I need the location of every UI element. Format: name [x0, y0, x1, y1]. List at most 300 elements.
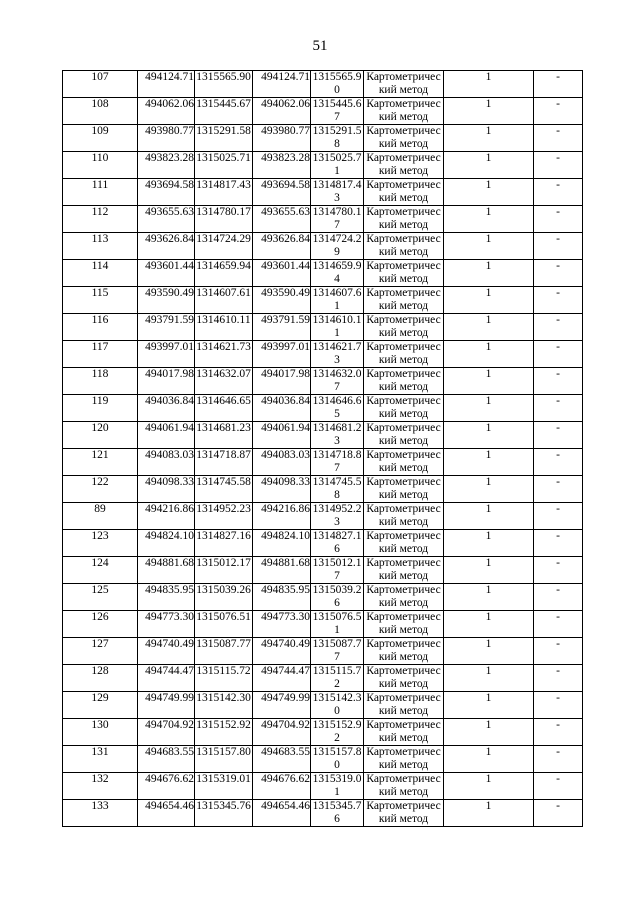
accuracy-cell — [444, 206, 534, 233]
method-cell — [364, 71, 444, 98]
table-row — [63, 530, 583, 557]
x-coordinate-cell-text: 494098.33 — [145, 476, 194, 488]
point-number-cell — [63, 314, 138, 341]
table-row — [63, 800, 583, 827]
x-coordinate-repeat-cell — [253, 368, 311, 395]
table-row — [63, 233, 583, 260]
description-cell — [534, 71, 583, 98]
y-coordinate-cell-text: 1315157.80 — [196, 746, 251, 758]
y-coordinate-repeat-cell — [311, 314, 364, 341]
point-number-cell — [63, 611, 138, 638]
method-cell — [364, 611, 444, 638]
x-coordinate-repeat-cell — [253, 476, 311, 503]
point-number-cell — [63, 125, 138, 152]
y-coordinate-cell — [195, 260, 253, 287]
x-coordinate-cell-text: 493655.63 — [145, 206, 194, 218]
method-cell-text: Картометрический метод — [366, 368, 441, 393]
x-coordinate-cell — [138, 665, 195, 692]
y-coordinate-repeat-cell — [311, 530, 364, 557]
y-coordinate-cell-text: 1314827.16 — [196, 530, 251, 542]
accuracy-cell — [444, 260, 534, 287]
x-coordinate-cell-text: 494773.30 — [145, 611, 194, 623]
y-coordinate-cell-text: 1315152.92 — [196, 719, 251, 731]
x-coordinate-repeat-cell-text: 494749.99 — [261, 692, 310, 704]
point-number-cell-text: 124 — [91, 557, 109, 569]
description-cell — [534, 638, 583, 665]
x-coordinate-repeat-cell-text: 493823.28 — [261, 152, 310, 164]
method-cell-text: Картометрический метод — [366, 314, 441, 339]
accuracy-cell — [444, 98, 534, 125]
method-cell — [364, 341, 444, 368]
method-cell-text: Картометрический метод — [366, 719, 441, 744]
point-number-cell — [63, 557, 138, 584]
coordinates-table — [62, 70, 583, 827]
point-number-cell-text: 107 — [91, 71, 109, 83]
x-coordinate-repeat-cell-text: 493601.44 — [261, 260, 310, 272]
description-cell-text: - — [556, 665, 560, 677]
description-cell-text: - — [556, 530, 560, 542]
method-cell-text: Картометрический метод — [366, 71, 441, 96]
accuracy-cell-text: 1 — [485, 233, 492, 245]
accuracy-cell-text: 1 — [485, 152, 492, 164]
description-cell-text: - — [556, 638, 560, 650]
point-number-cell — [63, 746, 138, 773]
description-cell — [534, 152, 583, 179]
point-number-cell-text: 131 — [91, 746, 109, 758]
x-coordinate-cell — [138, 530, 195, 557]
accuracy-cell — [444, 692, 534, 719]
y-coordinate-cell-text: 1315076.51 — [196, 611, 251, 623]
accuracy-cell-text: 1 — [485, 179, 492, 191]
accuracy-cell-text: 1 — [485, 368, 492, 380]
y-coordinate-repeat-cell-text: 1315076.51 — [312, 611, 362, 636]
y-coordinate-repeat-cell — [311, 395, 364, 422]
accuracy-cell-text: 1 — [485, 422, 492, 434]
point-number-cell-text: 115 — [91, 287, 109, 299]
x-coordinate-cell-text: 494749.99 — [145, 692, 194, 704]
x-coordinate-repeat-cell — [253, 530, 311, 557]
accuracy-cell — [444, 422, 534, 449]
x-coordinate-cell-text: 494036.84 — [145, 395, 194, 407]
accuracy-cell — [444, 503, 534, 530]
point-number-cell — [63, 98, 138, 125]
y-coordinate-repeat-cell — [311, 287, 364, 314]
y-coordinate-repeat-cell — [311, 152, 364, 179]
method-cell-text: Картометрический метод — [366, 476, 441, 501]
y-coordinate-cell-text: 1314817.43 — [196, 179, 251, 191]
description-cell — [534, 368, 583, 395]
x-coordinate-repeat-cell — [253, 233, 311, 260]
method-cell-text: Картометрический метод — [366, 800, 441, 825]
accuracy-cell — [444, 476, 534, 503]
y-coordinate-repeat-cell-text: 1315039.26 — [312, 584, 362, 609]
y-coordinate-repeat-cell-text: 1314817.43 — [312, 179, 362, 204]
y-coordinate-cell — [195, 503, 253, 530]
description-cell — [534, 692, 583, 719]
x-coordinate-cell — [138, 341, 195, 368]
method-cell-text: Картометрический метод — [366, 557, 441, 582]
y-coordinate-cell — [195, 206, 253, 233]
method-cell — [364, 746, 444, 773]
accuracy-cell — [444, 773, 534, 800]
description-cell-text: - — [556, 611, 560, 623]
y-coordinate-repeat-cell — [311, 368, 364, 395]
table-row — [63, 719, 583, 746]
x-coordinate-repeat-cell — [253, 449, 311, 476]
method-cell-text: Картометрический метод — [366, 206, 441, 231]
x-coordinate-repeat-cell — [253, 503, 311, 530]
x-coordinate-repeat-cell-text: 493694.58 — [261, 179, 310, 191]
y-coordinate-cell-text: 1315319.01 — [196, 773, 251, 785]
y-coordinate-repeat-cell-text: 1315565.90 — [312, 71, 362, 96]
point-number-cell — [63, 395, 138, 422]
method-cell — [364, 395, 444, 422]
accuracy-cell — [444, 395, 534, 422]
y-coordinate-cell — [195, 98, 253, 125]
x-coordinate-repeat-cell-text: 494017.98 — [261, 368, 310, 380]
y-coordinate-repeat-cell-text: 1314646.65 — [312, 395, 362, 420]
x-coordinate-repeat-cell — [253, 719, 311, 746]
table-row — [63, 746, 583, 773]
x-coordinate-repeat-cell — [253, 422, 311, 449]
method-cell — [364, 584, 444, 611]
point-number-cell-text: 120 — [91, 422, 109, 434]
x-coordinate-cell-text: 494061.94 — [145, 422, 194, 434]
accuracy-cell-text: 1 — [485, 71, 492, 83]
description-cell — [534, 179, 583, 206]
description-cell — [534, 314, 583, 341]
x-coordinate-cell-text: 493823.28 — [145, 152, 194, 164]
y-coordinate-repeat-cell-text: 1315152.92 — [312, 719, 362, 744]
y-coordinate-repeat-cell — [311, 71, 364, 98]
x-coordinate-cell — [138, 638, 195, 665]
point-number-cell-text: 117 — [91, 341, 109, 353]
x-coordinate-cell-text: 494654.46 — [145, 800, 194, 812]
description-cell-text: - — [556, 152, 560, 164]
x-coordinate-cell — [138, 449, 195, 476]
y-coordinate-cell-text: 1315039.26 — [196, 584, 251, 596]
y-coordinate-repeat-cell-text: 1315025.71 — [312, 152, 362, 177]
x-coordinate-cell — [138, 746, 195, 773]
accuracy-cell — [444, 179, 534, 206]
point-number-cell-text: 129 — [91, 692, 109, 704]
y-coordinate-cell — [195, 773, 253, 800]
y-coordinate-repeat-cell — [311, 98, 364, 125]
table-row — [63, 422, 583, 449]
method-cell — [364, 449, 444, 476]
description-cell-text: - — [556, 98, 560, 110]
method-cell-text: Картометрический метод — [366, 611, 441, 636]
method-cell-text: Картометрический метод — [366, 260, 441, 285]
description-cell-text: - — [556, 800, 560, 812]
y-coordinate-repeat-cell-text: 1315319.01 — [312, 773, 362, 798]
accuracy-cell-text: 1 — [485, 692, 492, 704]
point-number-cell-text: 126 — [91, 611, 109, 623]
description-cell-text: - — [556, 449, 560, 461]
description-cell-text: - — [556, 179, 560, 191]
x-coordinate-cell-text: 493626.84 — [145, 233, 194, 245]
x-coordinate-repeat-cell — [253, 98, 311, 125]
x-coordinate-cell-text: 494683.55 — [145, 746, 194, 758]
method-cell-text: Картометрический метод — [366, 530, 441, 555]
x-coordinate-cell-text: 494835.95 — [145, 584, 194, 596]
y-coordinate-repeat-cell-text: 1314632.07 — [312, 368, 362, 393]
method-cell-text: Картометрический метод — [366, 125, 441, 150]
x-coordinate-repeat-cell — [253, 206, 311, 233]
point-number-cell-text: 116 — [91, 314, 109, 326]
y-coordinate-cell-text: 1314632.07 — [196, 368, 251, 380]
x-coordinate-repeat-cell — [253, 665, 311, 692]
description-cell-text: - — [556, 206, 560, 218]
accuracy-cell-text: 1 — [485, 476, 492, 488]
method-cell-text: Картометрический метод — [366, 422, 441, 447]
point-number-cell-text: 125 — [91, 584, 109, 596]
x-coordinate-repeat-cell — [253, 341, 311, 368]
page-number: 51 — [312, 38, 328, 54]
x-coordinate-cell — [138, 611, 195, 638]
y-coordinate-cell — [195, 665, 253, 692]
x-coordinate-repeat-cell-text: 494824.10 — [261, 530, 310, 542]
y-coordinate-repeat-cell-text: 1314607.61 — [312, 287, 362, 312]
x-coordinate-repeat-cell-text: 494216.86 — [261, 503, 310, 515]
y-coordinate-repeat-cell — [311, 746, 364, 773]
table-row — [63, 449, 583, 476]
y-coordinate-repeat-cell — [311, 773, 364, 800]
y-coordinate-cell-text: 1315115.72 — [196, 665, 251, 677]
x-coordinate-repeat-cell-text: 494036.84 — [261, 395, 310, 407]
x-coordinate-cell — [138, 584, 195, 611]
y-coordinate-cell-text: 1314724.29 — [196, 233, 251, 245]
description-cell-text: - — [556, 692, 560, 704]
y-coordinate-cell — [195, 422, 253, 449]
y-coordinate-repeat-cell — [311, 449, 364, 476]
description-cell-text: - — [556, 260, 560, 272]
description-cell — [534, 665, 583, 692]
x-coordinate-cell-text: 494062.06 — [145, 98, 194, 110]
x-coordinate-cell — [138, 206, 195, 233]
method-cell-text: Картометрический метод — [366, 692, 441, 717]
y-coordinate-cell-text: 1315012.17 — [196, 557, 251, 569]
description-cell-text: - — [556, 773, 560, 785]
y-coordinate-repeat-cell-text: 1314659.94 — [312, 260, 362, 285]
accuracy-cell-text: 1 — [485, 341, 492, 353]
y-coordinate-repeat-cell-text: 1315291.58 — [312, 125, 362, 150]
x-coordinate-cell — [138, 557, 195, 584]
table-row — [63, 503, 583, 530]
x-coordinate-cell — [138, 692, 195, 719]
y-coordinate-cell-text: 1315345.76 — [196, 800, 251, 812]
accuracy-cell — [444, 584, 534, 611]
x-coordinate-repeat-cell — [253, 800, 311, 827]
method-cell — [364, 773, 444, 800]
y-coordinate-repeat-cell — [311, 719, 364, 746]
x-coordinate-repeat-cell — [253, 152, 311, 179]
x-coordinate-cell-text: 494824.10 — [145, 530, 194, 542]
x-coordinate-repeat-cell-text: 493590.49 — [261, 287, 310, 299]
description-cell — [534, 233, 583, 260]
description-cell-text: - — [556, 557, 560, 569]
method-cell-text: Картометрический метод — [366, 449, 441, 474]
y-coordinate-repeat-cell — [311, 341, 364, 368]
point-number-cell — [63, 152, 138, 179]
description-cell — [534, 98, 583, 125]
method-cell — [364, 206, 444, 233]
method-cell-text: Картометрический метод — [366, 665, 441, 690]
method-cell — [364, 800, 444, 827]
x-coordinate-repeat-cell-text: 494740.49 — [261, 638, 310, 650]
accuracy-cell — [444, 719, 534, 746]
x-coordinate-repeat-cell — [253, 179, 311, 206]
point-number-cell — [63, 260, 138, 287]
description-cell-text: - — [556, 476, 560, 488]
x-coordinate-cell-text: 494744.47 — [145, 665, 194, 677]
point-number-cell — [63, 449, 138, 476]
point-number-cell — [63, 773, 138, 800]
description-cell — [534, 287, 583, 314]
description-cell-text: - — [556, 746, 560, 758]
accuracy-cell — [444, 746, 534, 773]
point-number-cell — [63, 287, 138, 314]
point-number-cell-text: 111 — [91, 179, 109, 191]
method-cell — [364, 503, 444, 530]
x-coordinate-repeat-cell — [253, 692, 311, 719]
x-coordinate-cell-text: 493601.44 — [145, 260, 194, 272]
accuracy-cell — [444, 611, 534, 638]
accuracy-cell-text: 1 — [485, 260, 492, 272]
y-coordinate-repeat-cell — [311, 179, 364, 206]
x-coordinate-repeat-cell-text: 494683.55 — [261, 746, 310, 758]
y-coordinate-cell-text: 1314780.17 — [196, 206, 251, 218]
method-cell — [364, 665, 444, 692]
x-coordinate-cell-text: 493980.77 — [145, 125, 194, 137]
x-coordinate-repeat-cell — [253, 773, 311, 800]
point-number-cell-text: 130 — [91, 719, 109, 731]
x-coordinate-cell — [138, 773, 195, 800]
point-number-cell — [63, 665, 138, 692]
x-coordinate-repeat-cell-text: 494062.06 — [261, 98, 310, 110]
y-coordinate-repeat-cell — [311, 503, 364, 530]
point-number-cell-text: 128 — [91, 665, 109, 677]
y-coordinate-cell — [195, 71, 253, 98]
method-cell-text: Картометрический метод — [366, 773, 441, 798]
table-row — [63, 287, 583, 314]
table-row — [63, 206, 583, 233]
point-number-cell — [63, 476, 138, 503]
description-cell-text: - — [556, 314, 560, 326]
description-cell — [534, 719, 583, 746]
x-coordinate-cell — [138, 800, 195, 827]
y-coordinate-cell-text: 1314718.87 — [196, 449, 251, 461]
table-row — [63, 125, 583, 152]
accuracy-cell — [444, 152, 534, 179]
point-number-cell-text: 108 — [91, 98, 109, 110]
table-row — [63, 260, 583, 287]
point-number-cell-text: 109 — [91, 125, 109, 137]
y-coordinate-cell — [195, 719, 253, 746]
y-coordinate-cell-text: 1314621.73 — [196, 341, 251, 353]
x-coordinate-repeat-cell-text: 494773.30 — [261, 611, 310, 623]
table-row — [63, 476, 583, 503]
x-coordinate-repeat-cell-text: 493791.59 — [261, 314, 310, 326]
x-coordinate-cell-text: 493791.59 — [145, 314, 194, 326]
y-coordinate-cell-text: 1315565.90 — [196, 71, 251, 83]
y-coordinate-repeat-cell-text: 1315087.77 — [312, 638, 362, 663]
y-coordinate-cell — [195, 152, 253, 179]
y-coordinate-repeat-cell-text: 1314780.17 — [312, 206, 362, 231]
y-coordinate-cell — [195, 476, 253, 503]
point-number-cell — [63, 233, 138, 260]
y-coordinate-cell-text: 1314745.58 — [196, 476, 251, 488]
x-coordinate-cell — [138, 152, 195, 179]
point-number-cell — [63, 368, 138, 395]
x-coordinate-repeat-cell-text: 494061.94 — [261, 422, 310, 434]
y-coordinate-cell — [195, 395, 253, 422]
x-coordinate-cell-text: 494083.03 — [145, 449, 194, 461]
table-row — [63, 557, 583, 584]
point-number-cell-text: 118 — [91, 368, 109, 380]
x-coordinate-repeat-cell — [253, 584, 311, 611]
x-coordinate-cell — [138, 125, 195, 152]
method-cell-text: Картометрический метод — [366, 584, 441, 609]
description-cell — [534, 341, 583, 368]
accuracy-cell-text: 1 — [485, 503, 492, 515]
accuracy-cell-text: 1 — [485, 125, 492, 137]
method-cell — [364, 98, 444, 125]
x-coordinate-repeat-cell — [253, 125, 311, 152]
y-coordinate-cell-text: 1315142.30 — [196, 692, 251, 704]
y-coordinate-cell — [195, 314, 253, 341]
y-coordinate-cell-text: 1314607.61 — [196, 287, 251, 299]
x-coordinate-repeat-cell — [253, 611, 311, 638]
y-coordinate-repeat-cell — [311, 125, 364, 152]
method-cell-text: Картометрический метод — [366, 233, 441, 258]
accuracy-cell — [444, 314, 534, 341]
description-cell — [534, 800, 583, 827]
point-number-cell-text: 133 — [91, 800, 109, 812]
x-coordinate-cell — [138, 314, 195, 341]
y-coordinate-repeat-cell-text: 1314610.11 — [312, 314, 362, 339]
x-coordinate-repeat-cell-text: 494676.62 — [261, 773, 310, 785]
description-cell-text: - — [556, 368, 560, 380]
table-row — [63, 314, 583, 341]
y-coordinate-cell — [195, 179, 253, 206]
x-coordinate-cell-text: 494881.68 — [145, 557, 194, 569]
table-row — [63, 341, 583, 368]
x-coordinate-repeat-cell-text: 493655.63 — [261, 206, 310, 218]
y-coordinate-cell — [195, 584, 253, 611]
x-coordinate-cell — [138, 98, 195, 125]
y-coordinate-repeat-cell — [311, 260, 364, 287]
method-cell — [364, 152, 444, 179]
description-cell — [534, 584, 583, 611]
method-cell — [364, 179, 444, 206]
y-coordinate-repeat-cell — [311, 206, 364, 233]
x-coordinate-cell — [138, 260, 195, 287]
method-cell-text: Картометрический метод — [366, 341, 441, 366]
accuracy-cell-text: 1 — [485, 584, 492, 596]
accuracy-cell — [444, 125, 534, 152]
y-coordinate-cell — [195, 530, 253, 557]
x-coordinate-repeat-cell-text: 494124.71 — [261, 71, 310, 83]
y-coordinate-cell — [195, 638, 253, 665]
description-cell — [534, 260, 583, 287]
description-cell — [534, 395, 583, 422]
y-coordinate-cell — [195, 449, 253, 476]
x-coordinate-repeat-cell-text: 493626.84 — [261, 233, 310, 245]
method-cell — [364, 314, 444, 341]
accuracy-cell-text: 1 — [485, 530, 492, 542]
y-coordinate-cell-text: 1314659.94 — [196, 260, 251, 272]
